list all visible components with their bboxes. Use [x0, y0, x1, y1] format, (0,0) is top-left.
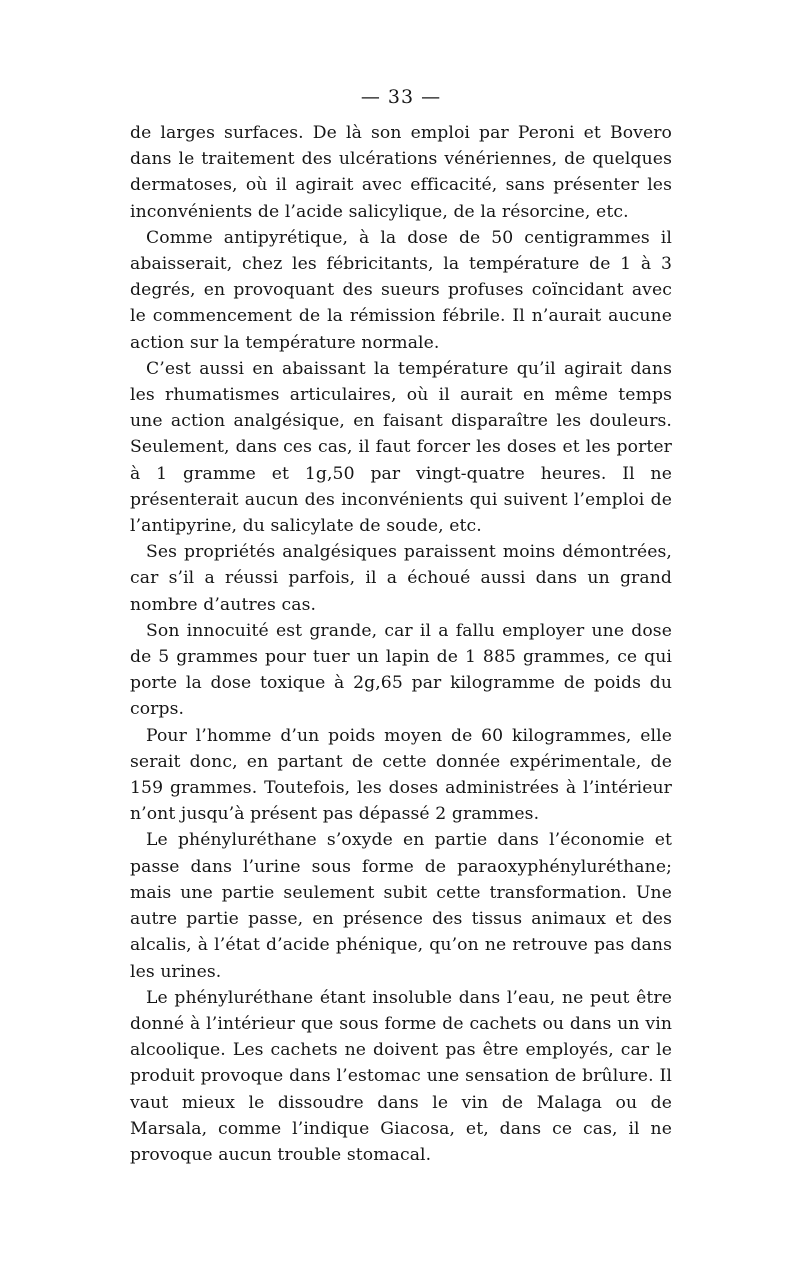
paragraph-2: Comme antipyrétique, à la dose de 50 centigrammes il abaisserait, chez les fébricitants, la température de 1 à 3 degrés, en provoquant des sueurs profuses coïncidant avec le commencement de la rémission fébrile. Il n’aurait aucune action sur la température normale. — [130, 227, 672, 353]
paragraph-5: Son innocuité est grande, car il a fallu employer une dose de 5 grammes pour tuer un lapin de 1 885 grammes, ce qui porte la dose toxique à 2g,65 par kilogramme de poids du corps. — [130, 620, 672, 720]
page-text-block — [130, 80, 672, 1168]
page-number: — 33 — — [360, 86, 442, 108]
paragraph-8: Le phényluréthane étant insoluble dans l’eau, ne peut être donné à l’intérieur que sous forme de cachets ou dans un vin alcoolique. Les cachets ne doivent pas être employés, car le produit provoque dans l’estomac une sensation de brûlure. Il vaut mieux le dissoudre dans le vin de Malaga ou de Marsala, comme l’indique Giacosa, et, dans ce cas, il ne provoque aucun trouble stomacal. — [130, 987, 672, 1165]
paragraph-1: de larges surfaces. De là son emploi par Peroni et Bovero dans le traitement des ulcérations vénériennes, de quelques dermatoses, où il agirait avec efficacité, sans présenter les inconvénients de l’acide salicylique, de la résorcine, etc. — [130, 123, 672, 222]
paragraph-7: Le phényluréthane s’oxyde en partie dans l’économie et passe dans l’urine sous forme de paraoxyphényluréthane; mais une partie seulement subit cette transformation. Une autre partie passe, en présence des tissus animaux et des alcalis, à l’état d’acide phénique, qu’on ne retrouve pas dans les urines. — [130, 830, 672, 982]
paragraph-6: Pour l’homme d’un poids moyen de 60 kilogrammes, elle serait donc, en partant de cette donnée expérimentale, de 159 grammes. Toutefois, les doses administrées à l’intérieur n’ont jusqu’à présent pas dépassé 2 grammes. — [130, 725, 672, 825]
paragraph-4: Ses propriétés analgésiques paraissent moins démontrées, car s’il a réussi parfois, il a échoué aussi dans un grand nombre d’autres cas. — [130, 542, 672, 615]
paragraph-3: C’est aussi en abaissant la température qu’il agirait dans les rhumatismes articulaires, où il aurait en même temps une action analgésique, en faisant disparaître les douleurs. Seulement, dans ces cas, il faut forcer les doses et les porter à 1 gramme et 1g,50 par vingt-quatre heures. Il ne présenterait aucun des inconvénients qui suivent l’emploi de l’antipyrine, du salicylate de soude, etc. — [130, 358, 672, 537]
